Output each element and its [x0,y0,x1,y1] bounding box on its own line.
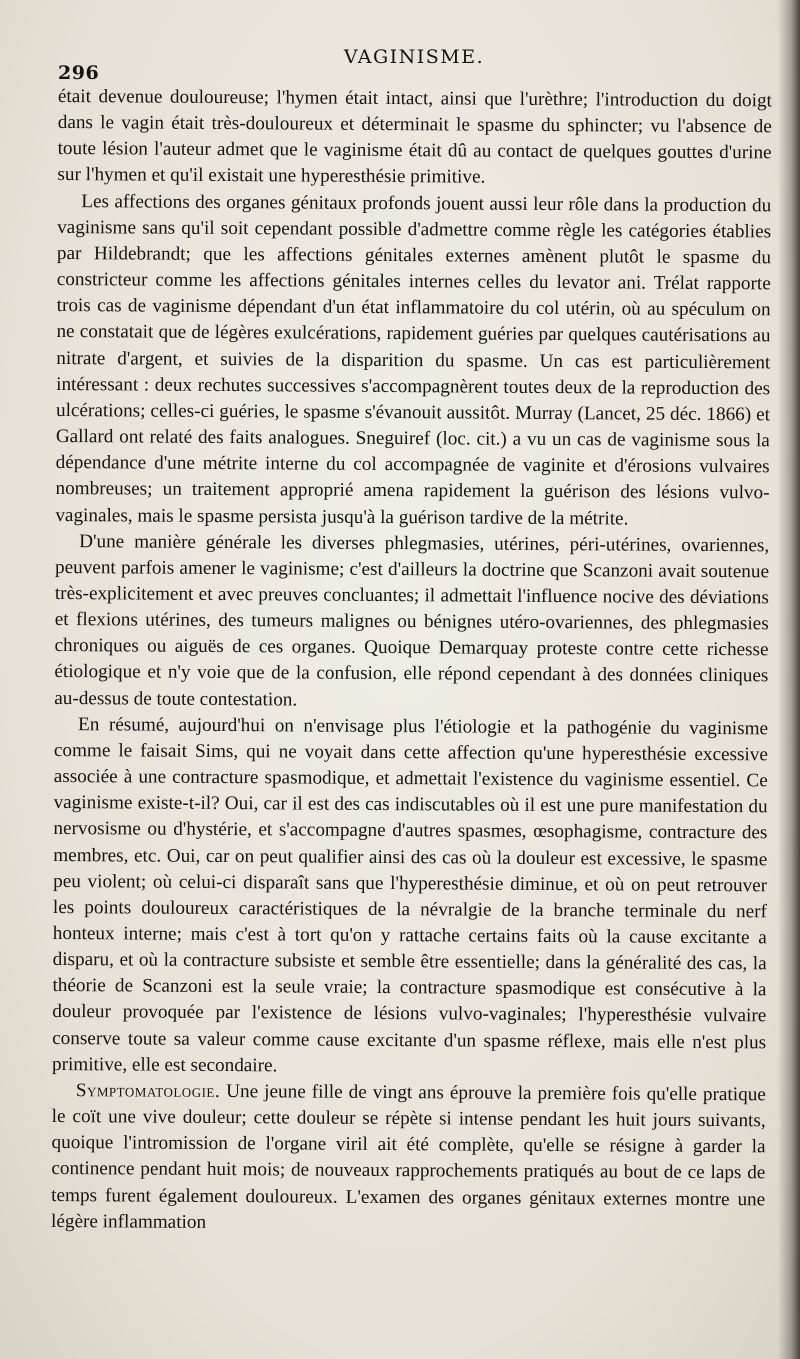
page-header [58,46,770,84]
running-head: VAGINISME. [343,46,485,68]
paragraph-5 [51,1078,766,1239]
body-text [51,84,772,1239]
paragraph-5-text: Une jeune fille de vingt ans éprouve la première fois qu'elle pratique le coït une vive douleur; cette douleur se répète si intense pendant les huit jours suivants, quoique l'intromission de l'organe viril ait été complète, qu'elle se résigne à garder la continence pendant huit mois; de nouveaux rapprochements pratiqués au bout de ce laps de temps furent également douloureux. L'examen des organes génitaux externes montre une légère inflammation [50,1080,766,1233]
section-lead: Symptomatologie. [75,1080,221,1102]
paragraph-3: D'une manière générale les diverses phlegmasies, utérines, péri-utérines, ovariennes, peuvent parfois amener le vaginisme; c'est d'ailleurs la doctrine que Scanzoni avait soutenue très-explicitement et avec preuves concluantes; il admettait l'influence nocive des déviations et flexions utérines, des tumeurs malignes ou bénignes utéro-ovariennes, des phlegmasies chroniques ou aiguës de ces organes. Quoique Demarquay proteste contre cette richesse étiologique et n'y voie que de la confusion, elle répond cependant à des données cliniques au-dessus de toute contestation. [54,530,770,711]
paragraph-1: était devenue douloureuse; l'hymen était intact, ainsi que l'urèthre; l'introduction du doigt dans le vagin était très-douloureux et déterminait le spasme du sphincter; vu l'absence de toute lésion l'auteur admet que le vaginisme était dû au contact de quelques gouttes d'urine sur l'hymen et qu'il existait une hyperesthésie primitive. [57,85,772,189]
paragraph-2: Les affections des organes génitaux profonds jouent aussi leur rôle dans la production du vaginisme sans qu'il soit cependant possible d'admettre comme règle les catégories établies par Hildebrandt; que les affections génitales externes amènent plutôt le spasme du constricteur comme les affections génitales internes celles du levator ani. Trélat rapporte trois cas de vaginisme dépendant d'un état inflammatoire du col utérin, où au spéculum on ne constatait que de légères exulcérations, rapidement guéries par quelques cautérisations au nitrate d'argent, et suivies de la disparition du spasme. Un cas est particulièrement intéressant : deux rechutes successives s'accompagnèrent toutes deux de la reproduction des ulcérations; celles-ci guéries, le spasme s'évanouit aussitôt. Murray (Lancet, 25 déc. 1866) et Gallard ont relaté des faits analogues. Sneguiref (loc. cit.) a vu un cas de vaginisme sous la dépendance d'une métrite interne du col accompagnée de vaginite et d'érosions vulvaires nombreuses; un traitement approprié amena rapidement la guérison des lésions vulvo-vaginales, mais le spasme persista jusqu'à la guérison tardive de la métrite. [55,190,772,529]
page-number: 296 [58,62,100,84]
paragraph-4: En résumé, aujourd'hui on n'envisage plus l'étiologie et la pathogénie du vaginisme comme le faisait Sims, qui ne voyait dans cette affection qu'une hyperesthésie excessive associée à une contracture spasmodique, et admettait l'existence du vaginisme essentiel. Ce vaginisme existe-t-il? Oui, car il est des cas indiscutables où il est une pure manifestation du nervosisme ou d'hystérie, et s'accompagne d'autres spasmes, œsophagisme, contracture des membres, etc. Oui, car on peut qualifier ainsi des cas où la douleur est excessive, le spasme peu violent; où celui-ci disparaît sans que l'hyperesthésie diminue, et où on peut retrouver les points douloureux caractéristiques de la névralgie de la branche terminale du nerf honteux interne; mais c'est à tort qu'on y rattache certains faits où la cause excitante a disparu, et où la contracture subsiste et semble être essentielle; dans la généralité des cas, la théorie de Scanzoni est la seule vraie; la contracture spasmodique est consécutive à la douleur provoquée par l'existence de lésions vulvo-vaginales; l'hyperesthésie vulvaire conserve toute sa valeur comme cause excitante d'un spasme réflexe, mais elle n'est plus primitive, elle est secondaire. [51,713,769,1077]
